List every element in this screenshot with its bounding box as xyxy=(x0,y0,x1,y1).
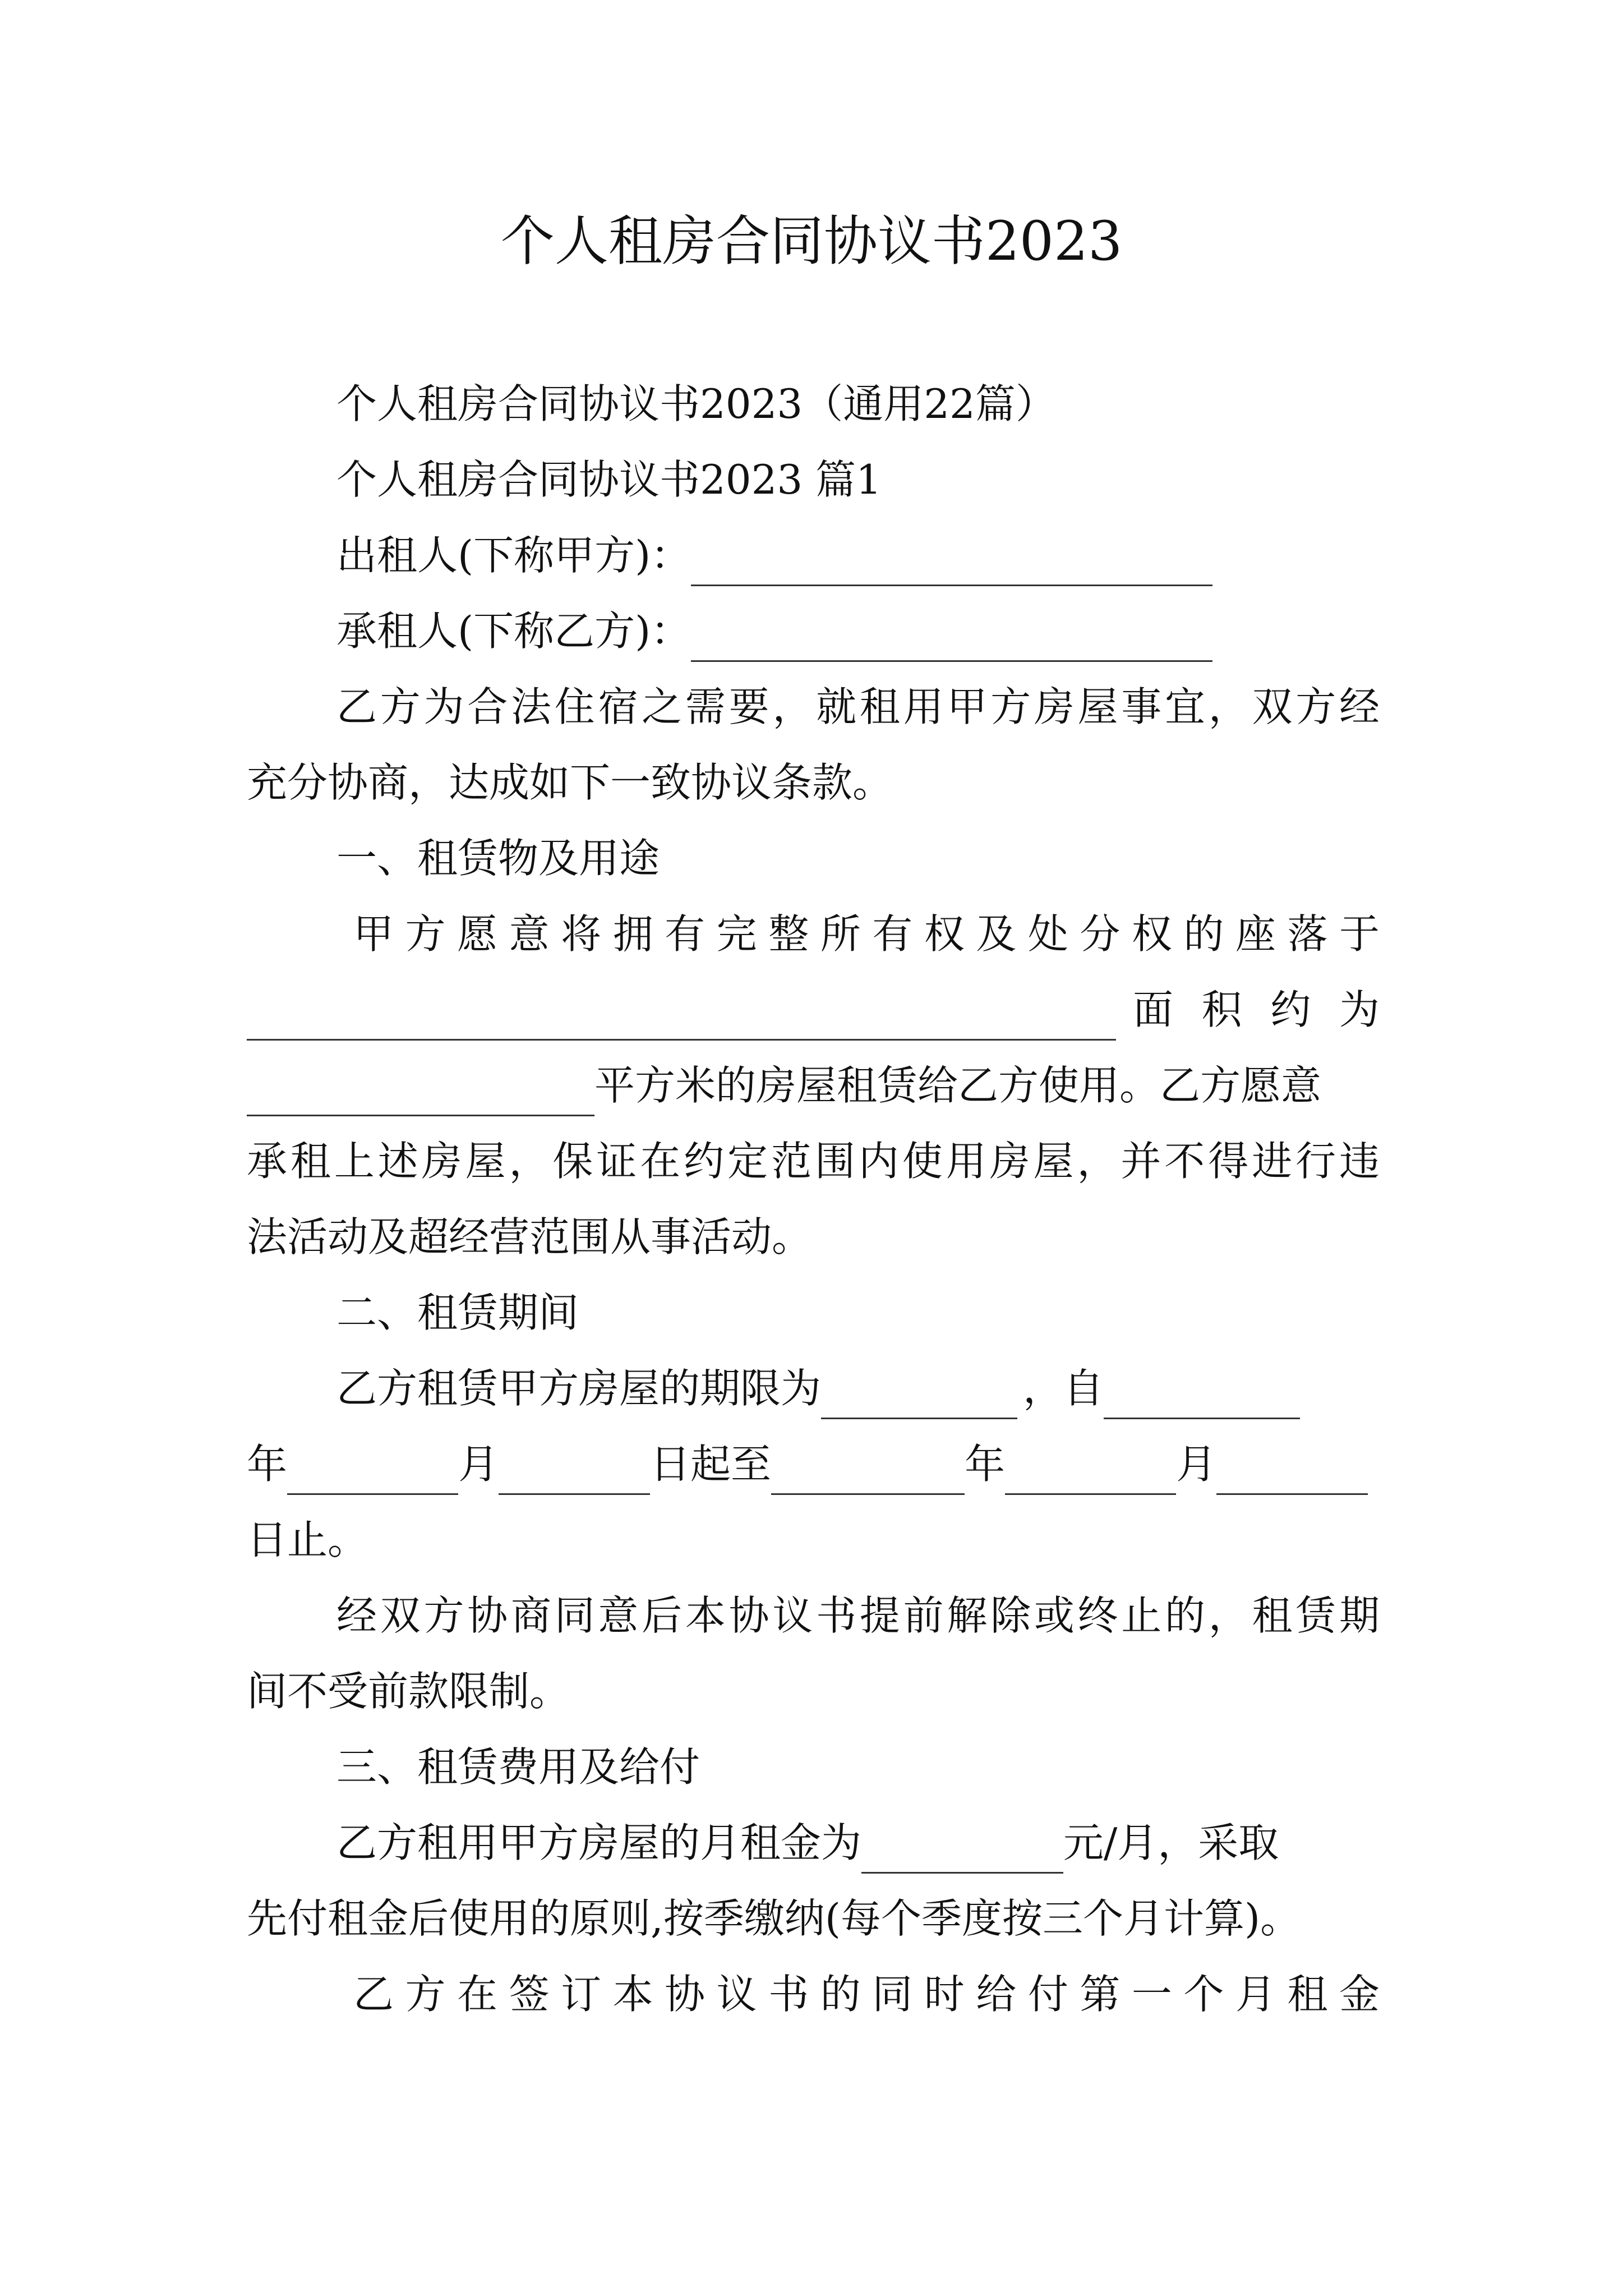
end-day-blank xyxy=(1216,1448,1368,1495)
rent-blank xyxy=(861,1827,1063,1874)
clause3-line-3: 乙方在签订本协议书的同时给付第一个月租金 xyxy=(353,1971,1380,2018)
term-blank xyxy=(821,1373,1017,1419)
month-label-2: 月 xyxy=(1176,1441,1217,1488)
clause1-heading: 一、租赁物及用途 xyxy=(336,835,660,882)
clause2-heading: 二、租赁期间 xyxy=(336,1289,579,1336)
clause3-heading: 三、租赁费用及给付 xyxy=(336,1743,700,1791)
start-day-blank xyxy=(499,1448,650,1495)
clause1-line-4: 承租上述房屋，保证在约定范围内使用房屋，并不得进行违 xyxy=(247,1138,1380,1185)
term-label: 乙方租赁甲方房屋的期限为 xyxy=(336,1365,822,1412)
clause2-line-3: 日止。 xyxy=(247,1516,368,1563)
rent-label: 乙方租用甲方房屋的月租金为 xyxy=(336,1819,862,1866)
end-month-blank xyxy=(1005,1448,1176,1495)
section-title: 个人租房合同协议书2023 篇1 xyxy=(336,456,882,503)
clause3-line-1 xyxy=(336,1812,1380,1874)
lessee-blank xyxy=(691,615,1212,662)
location-blank xyxy=(247,994,1116,1041)
clause1-line-2 xyxy=(247,979,1380,1041)
document-title: 个人租房合同协议书2023 xyxy=(500,210,1123,273)
preamble-line-2: 充分协商，达成如下一致协议条款。 xyxy=(247,759,893,806)
intro-line: 个人租房合同协议书2023（通用22篇） xyxy=(336,380,1056,427)
start-month-blank xyxy=(287,1448,458,1495)
day-from-label: 日起至 xyxy=(650,1441,772,1488)
clause2-line-2 xyxy=(247,1433,1380,1495)
lessor-blank xyxy=(691,540,1212,586)
area-unit-text: 平方米的房屋租赁给乙方使用。乙方愿意 xyxy=(594,1062,1322,1109)
end-year-blank xyxy=(771,1448,965,1495)
area-label: 面积约为 xyxy=(1133,986,1380,1033)
rent-unit-text: 元/月，采取 xyxy=(1063,1819,1279,1866)
lessee-line xyxy=(336,600,1380,662)
clause2-line-4: 经双方协商同意后本协议书提前解除或终止的，租赁期 xyxy=(336,1592,1380,1639)
lessee-label: 承租人(下称乙方)： xyxy=(336,608,691,655)
from-label: ，自 xyxy=(1023,1365,1104,1412)
clause2-line-5: 间不受前款限制。 xyxy=(247,1668,570,1715)
lessor-line xyxy=(336,524,1380,586)
start-year-blank xyxy=(1104,1373,1300,1419)
area-blank xyxy=(247,1070,594,1116)
clause3-line-2: 先付租金后使用的原则,按季缴纳(每个季度按三个月计算)。 xyxy=(247,1895,1301,1942)
clause1-line-5: 法活动及超经营范围从事活动。 xyxy=(247,1213,813,1260)
clause2-line-1 xyxy=(336,1358,1380,1419)
clause1-line-3 xyxy=(247,1055,1380,1116)
clause1-line-1: 甲方愿意将拥有完整所有权及处分权的座落于 xyxy=(353,910,1380,958)
preamble-line-1: 乙方为合法住宿之需要，就租用甲方房屋事宜，双方经 xyxy=(336,683,1380,730)
month-label-1: 月 xyxy=(458,1441,499,1488)
lessor-label: 出租人(下称甲方)： xyxy=(336,532,691,579)
year-label-1: 年 xyxy=(247,1441,288,1488)
year-label-2: 年 xyxy=(965,1441,1006,1488)
